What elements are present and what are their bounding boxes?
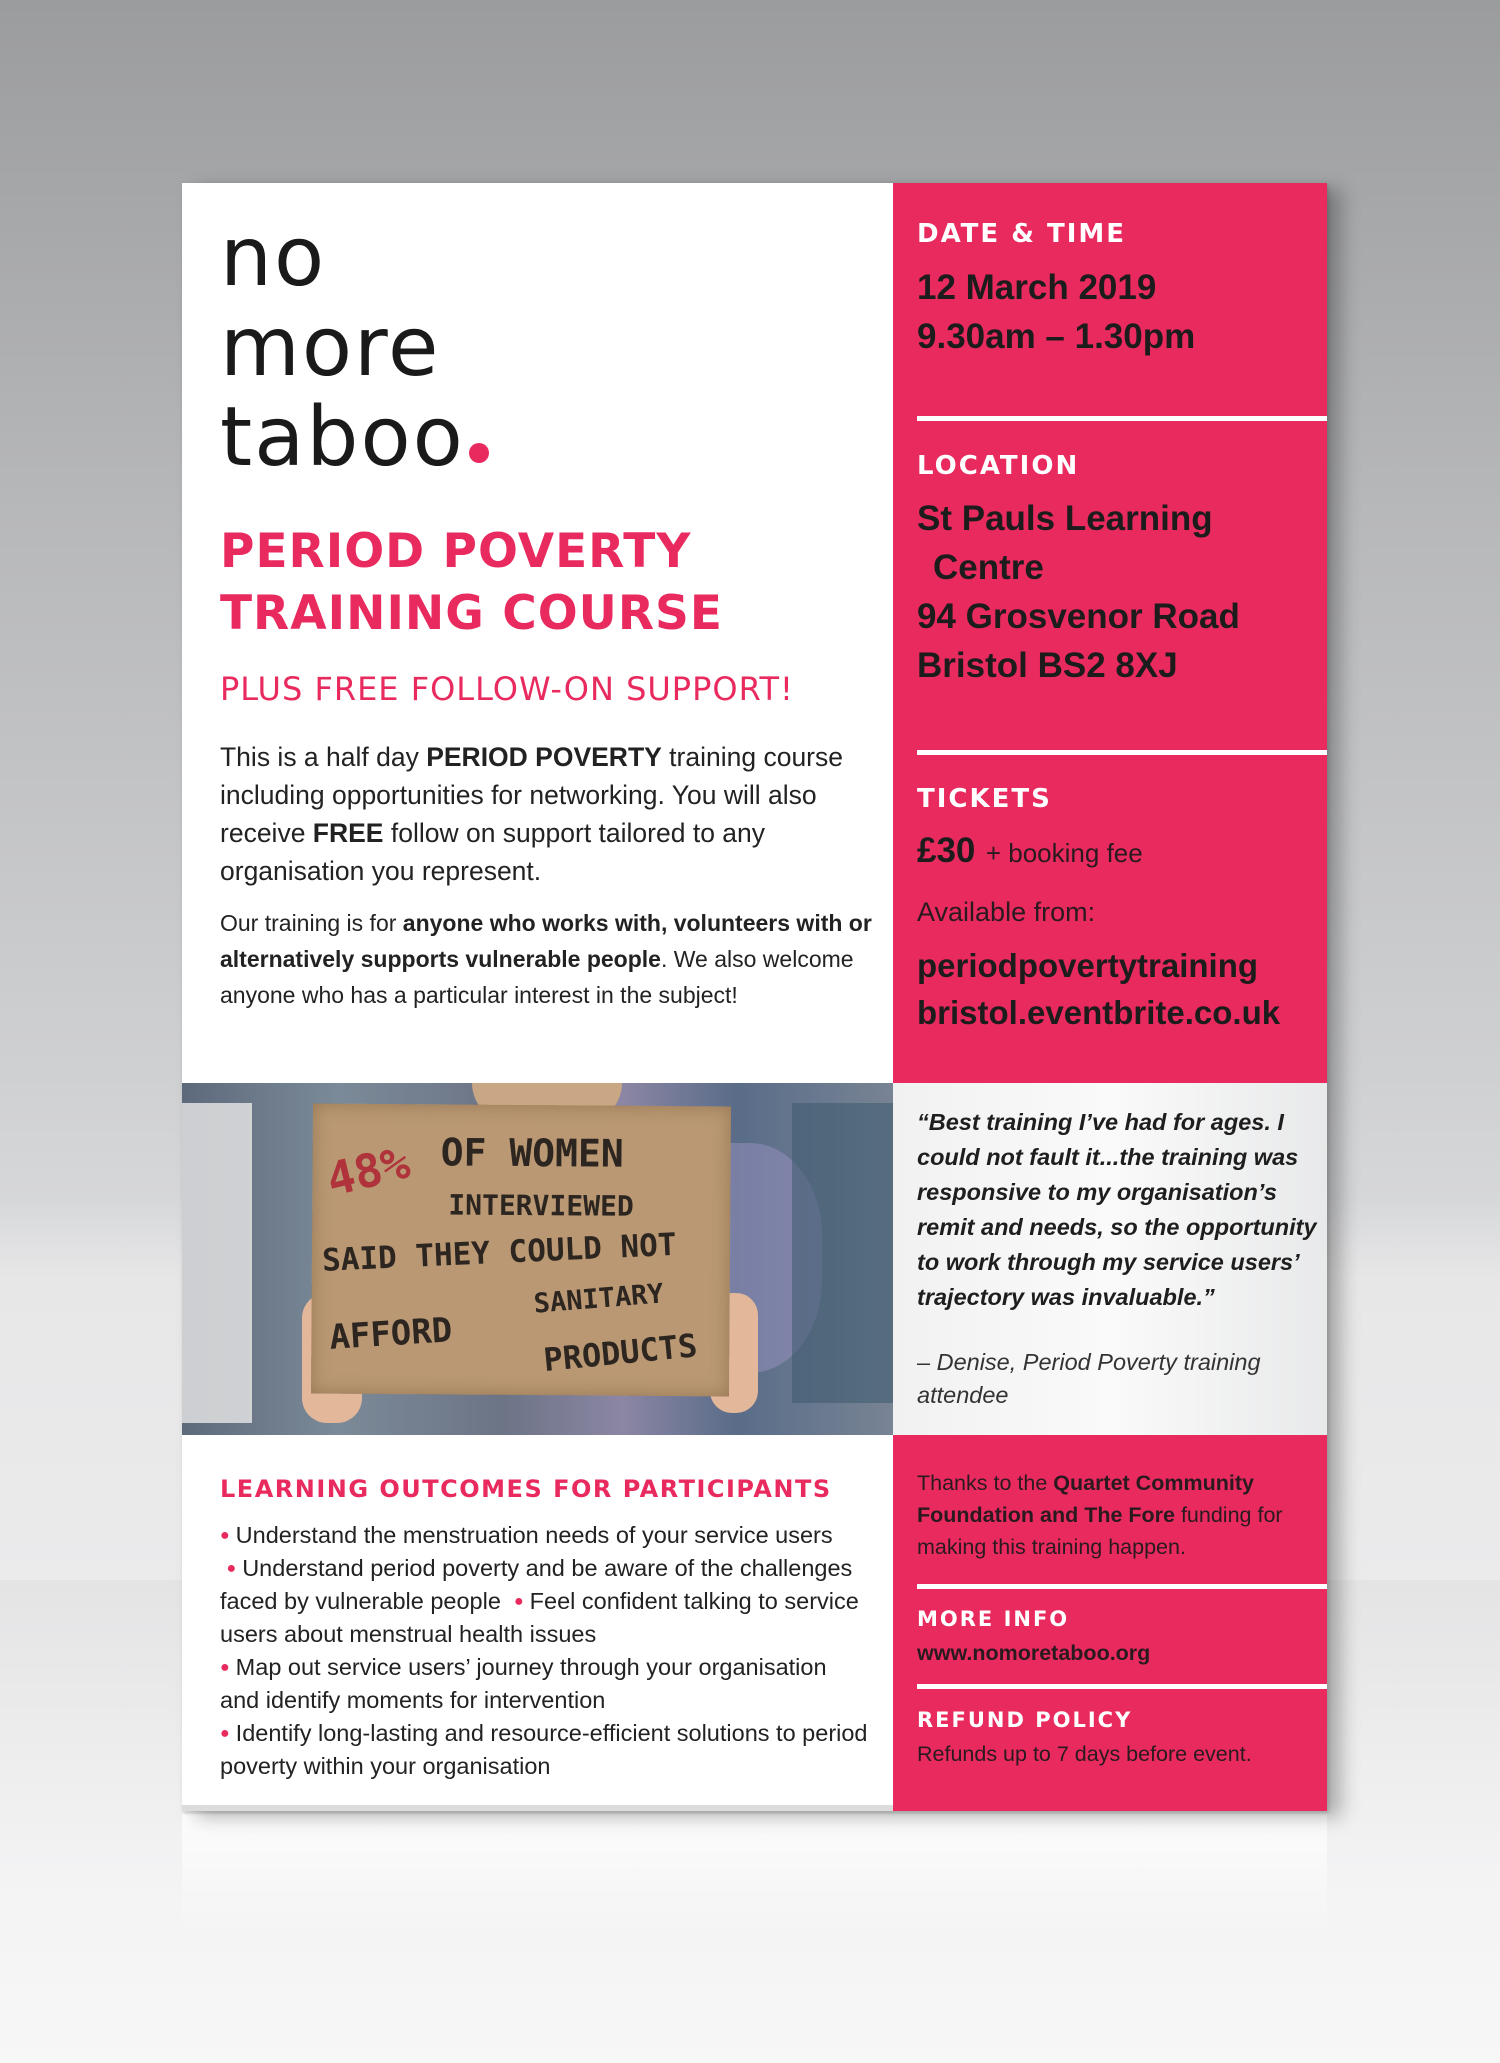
sign-line-2: INTERVIEWED (448, 1188, 634, 1223)
audience-emphasis: anyone who works with, volunteers with or alternatively supports vulnerable people (220, 910, 872, 972)
date-time-label: DATE & TIME (917, 219, 1127, 249)
divider (917, 750, 1327, 755)
sign-line-4a: AFFORD (328, 1310, 454, 1358)
location-label: LOCATION (917, 451, 1080, 481)
venue-street: 94 Grosvenor Road (917, 597, 1240, 636)
background-wall (792, 1103, 893, 1403)
outcome-item: Feel confident talking to service users about menstrual health issues (220, 1588, 859, 1647)
funders-names: Quartet Community Foundation and The Fore (917, 1471, 1254, 1527)
intro-text: This is a half day (220, 742, 427, 772)
intro-emphasis: PERIOD POVERTY (426, 742, 662, 772)
logo-pink-dot-icon (469, 443, 489, 463)
venue-name-cont: Centre (933, 548, 1044, 587)
sign-percentage: 48% (321, 1134, 415, 1207)
divider (917, 416, 1327, 421)
bullet-icon: ● (220, 1659, 230, 1676)
event-time: 9.30am – 1.30pm (917, 317, 1196, 356)
flyer-bottom-edge (182, 1805, 893, 1811)
logo-line-3-text: taboo (220, 390, 465, 485)
thanks-text: funding for making this training happen. (917, 1503, 1283, 1559)
background-poster (182, 1103, 252, 1423)
testimonial-quote: “Best training I’ve had for ages. I could not fault it...the training was responsive to my organisation’s remit and needs, so the opportunity to work through my service users’ trajectory was invaluable.” (917, 1109, 1317, 1310)
learning-outcomes-panel (182, 1435, 893, 1811)
intro-text: follow on support tailored to any organisation you represent. (220, 818, 766, 886)
course-subtitle: PLUS FREE FOLLOW-ON SUPPORT! (220, 670, 794, 708)
info-panel (893, 1435, 1327, 1811)
cardboard-sign (311, 1104, 731, 1397)
outcome-item: Identify long-lasting and resource-efficient solutions to period poverty within your organisation (220, 1720, 868, 1779)
course-title (220, 521, 870, 645)
tickets-label: TICKETS (917, 784, 1052, 814)
refund-policy-label: REFUND POLICY (917, 1708, 1133, 1732)
logo-line-2: more (220, 300, 441, 395)
ticket-url-line-2[interactable]: bristol.eventbrite.co.uk (917, 994, 1281, 1031)
divider (917, 1584, 1327, 1589)
more-info-label: MORE INFO (917, 1607, 1070, 1631)
ticket-price: £30 (917, 831, 976, 870)
protest-sign-photo (182, 1083, 893, 1435)
divider (917, 1684, 1327, 1689)
available-from: Available from: (917, 897, 1096, 927)
intro-paragraph (220, 738, 870, 890)
bullet-icon: ● (220, 1725, 230, 1742)
testimonial-panel (893, 1083, 1327, 1435)
title-line-2: TRAINING COURSE (220, 586, 723, 641)
thanks-text: Thanks to the (917, 1471, 1054, 1495)
intro-emphasis: FREE (312, 818, 384, 848)
refund-policy-text: Refunds up to 7 days before event. (917, 1742, 1252, 1766)
intro-text: training course including opportunities for networking. You will also receive (220, 742, 843, 848)
funding-thanks (917, 1467, 1317, 1563)
logo-line-3 (220, 390, 489, 485)
event-flyer (182, 183, 1327, 1811)
audience-text: Our training is for (220, 910, 403, 936)
booking-fee: + booking fee (985, 838, 1143, 868)
website-link[interactable]: www.nomoretaboo.org (917, 1641, 1151, 1665)
no-more-taboo-logo (220, 210, 489, 485)
title-line-1: PERIOD POVERTY (220, 524, 692, 579)
outcomes-heading: LEARNING OUTCOMES FOR PARTICIPANTS (220, 1475, 832, 1503)
event-details-panel (893, 183, 1327, 1083)
outcome-item: Understand the menstruation needs of your service users (235, 1522, 833, 1548)
audience-paragraph (220, 905, 880, 1013)
bullet-icon: ● (226, 1560, 237, 1577)
sign-line-5: PRODUCTS (541, 1326, 699, 1380)
logo-line-1: no (220, 210, 327, 305)
audience-text: . We also welcome anyone who has a particular interest in the subject! (220, 946, 854, 1008)
sign-line-4b: SANITARY (532, 1278, 665, 1320)
venue-name: St Pauls Learning (917, 499, 1213, 538)
sign-line-1: OF WOMEN (440, 1130, 624, 1176)
ticket-url-line-1[interactable]: periodpovertytraining (917, 947, 1259, 984)
outcome-item: Map out service users’ journey through your organisation and identify moments for intervention (220, 1654, 827, 1713)
ticket-price-row (917, 826, 1143, 875)
event-date: 12 March 2019 (917, 268, 1157, 307)
testimonial-attribution: – Denise, Period Poverty training attendee (917, 1349, 1261, 1408)
outcomes-list (220, 1519, 870, 1783)
bullet-icon: ● (220, 1527, 230, 1544)
flyer-reflection (182, 1814, 1327, 1934)
bullet-icon: ● (513, 1593, 524, 1610)
venue-city: Bristol BS2 8XJ (917, 646, 1178, 685)
flyer-intro-panel (182, 183, 893, 1083)
sign-line-3: SAID THEY COULD NOT (321, 1226, 678, 1279)
outcome-item: Understand period poverty and be aware of the challenges faced by vulnerable people (220, 1555, 853, 1614)
